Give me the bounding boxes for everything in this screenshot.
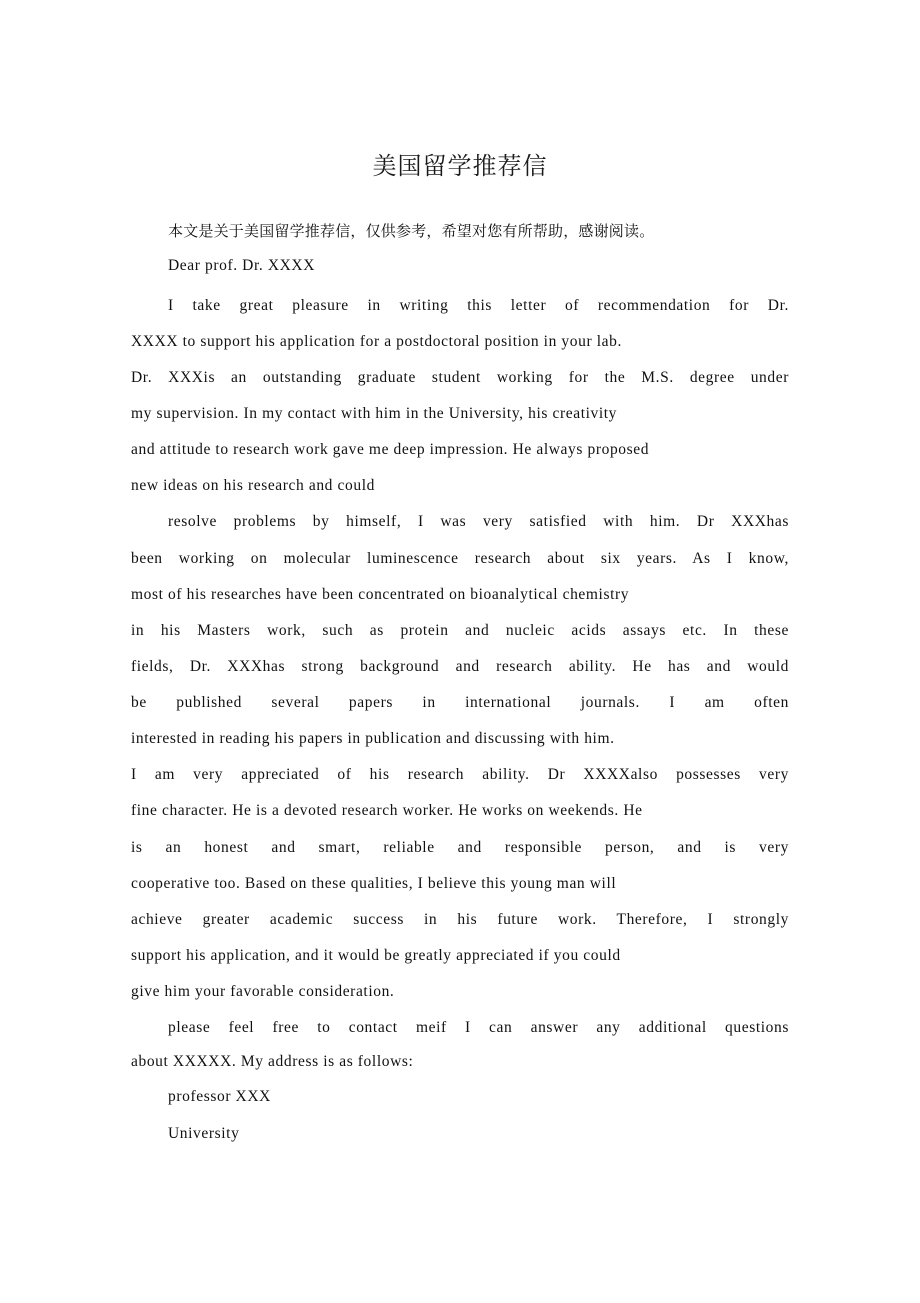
letter-line: I am very appreciated of his research ability. Dr XXXXalso possesses very	[131, 766, 789, 783]
letter-line: and attitude to research work gave me deep impression. He always proposed	[131, 441, 650, 458]
letter-line: cooperative too. Based on these qualities, I believe this young man will	[131, 875, 617, 892]
letter-line: I take great pleasure in writing this letter of recommendation for Dr.	[168, 297, 789, 314]
letter-line: be published several papers in international journals. I am often	[131, 694, 789, 711]
address-line: professor XXX	[168, 1088, 271, 1105]
letter-line: please feel free to contact meif I can answer any additional questions	[168, 1019, 789, 1036]
letter-line: in his Masters work, such as protein and nucleic acids assays etc. In these	[131, 622, 789, 639]
letter-line: new ideas on his research and could	[131, 477, 375, 494]
letter-line: support his application, and it would be greatly appreciated if you could	[131, 947, 621, 964]
letter-line: fine character. He is a devoted research worker. He works on weekends. He	[131, 802, 643, 819]
letter-line: my supervision. In my contact with him in the University, his creativity	[131, 405, 618, 422]
salutation: Dear prof. Dr. XXXX	[168, 257, 315, 274]
letter-line: resolve problems by himself, I was very satisfied with him. Dr XXXhas	[168, 513, 789, 530]
address-line: University	[168, 1125, 240, 1142]
page-title: 美国留学推荐信	[372, 152, 548, 180]
letter-line: fields, Dr. XXXhas strong background and research ability. He has and would	[131, 658, 789, 675]
intro-text: 本文是关于美国留学推荐信，仅供参考，希望对您有所帮助，感谢阅读。	[168, 222, 655, 240]
letter-line: XXXX to support his application for a postdoctoral position in your lab.	[131, 333, 622, 350]
letter-line: Dr. XXXis an outstanding graduate student working for the M.S. degree under	[131, 369, 789, 386]
letter-line: achieve greater academic success in his future work. Therefore, I strongly	[131, 911, 789, 928]
letter-line: been working on molecular luminescence research about six years. As I know,	[131, 550, 789, 567]
letter-line: most of his researches have been concentrated on bioanalytical chemistry	[131, 586, 630, 603]
letter-line: is an honest and smart, reliable and responsible person, and is very	[131, 839, 789, 856]
letter-line: interested in reading his papers in publication and discussing with him.	[131, 730, 615, 747]
letter-line: about XXXXX. My address is as follows:	[131, 1053, 414, 1070]
letter-line: give him your favorable consideration.	[131, 983, 395, 1000]
